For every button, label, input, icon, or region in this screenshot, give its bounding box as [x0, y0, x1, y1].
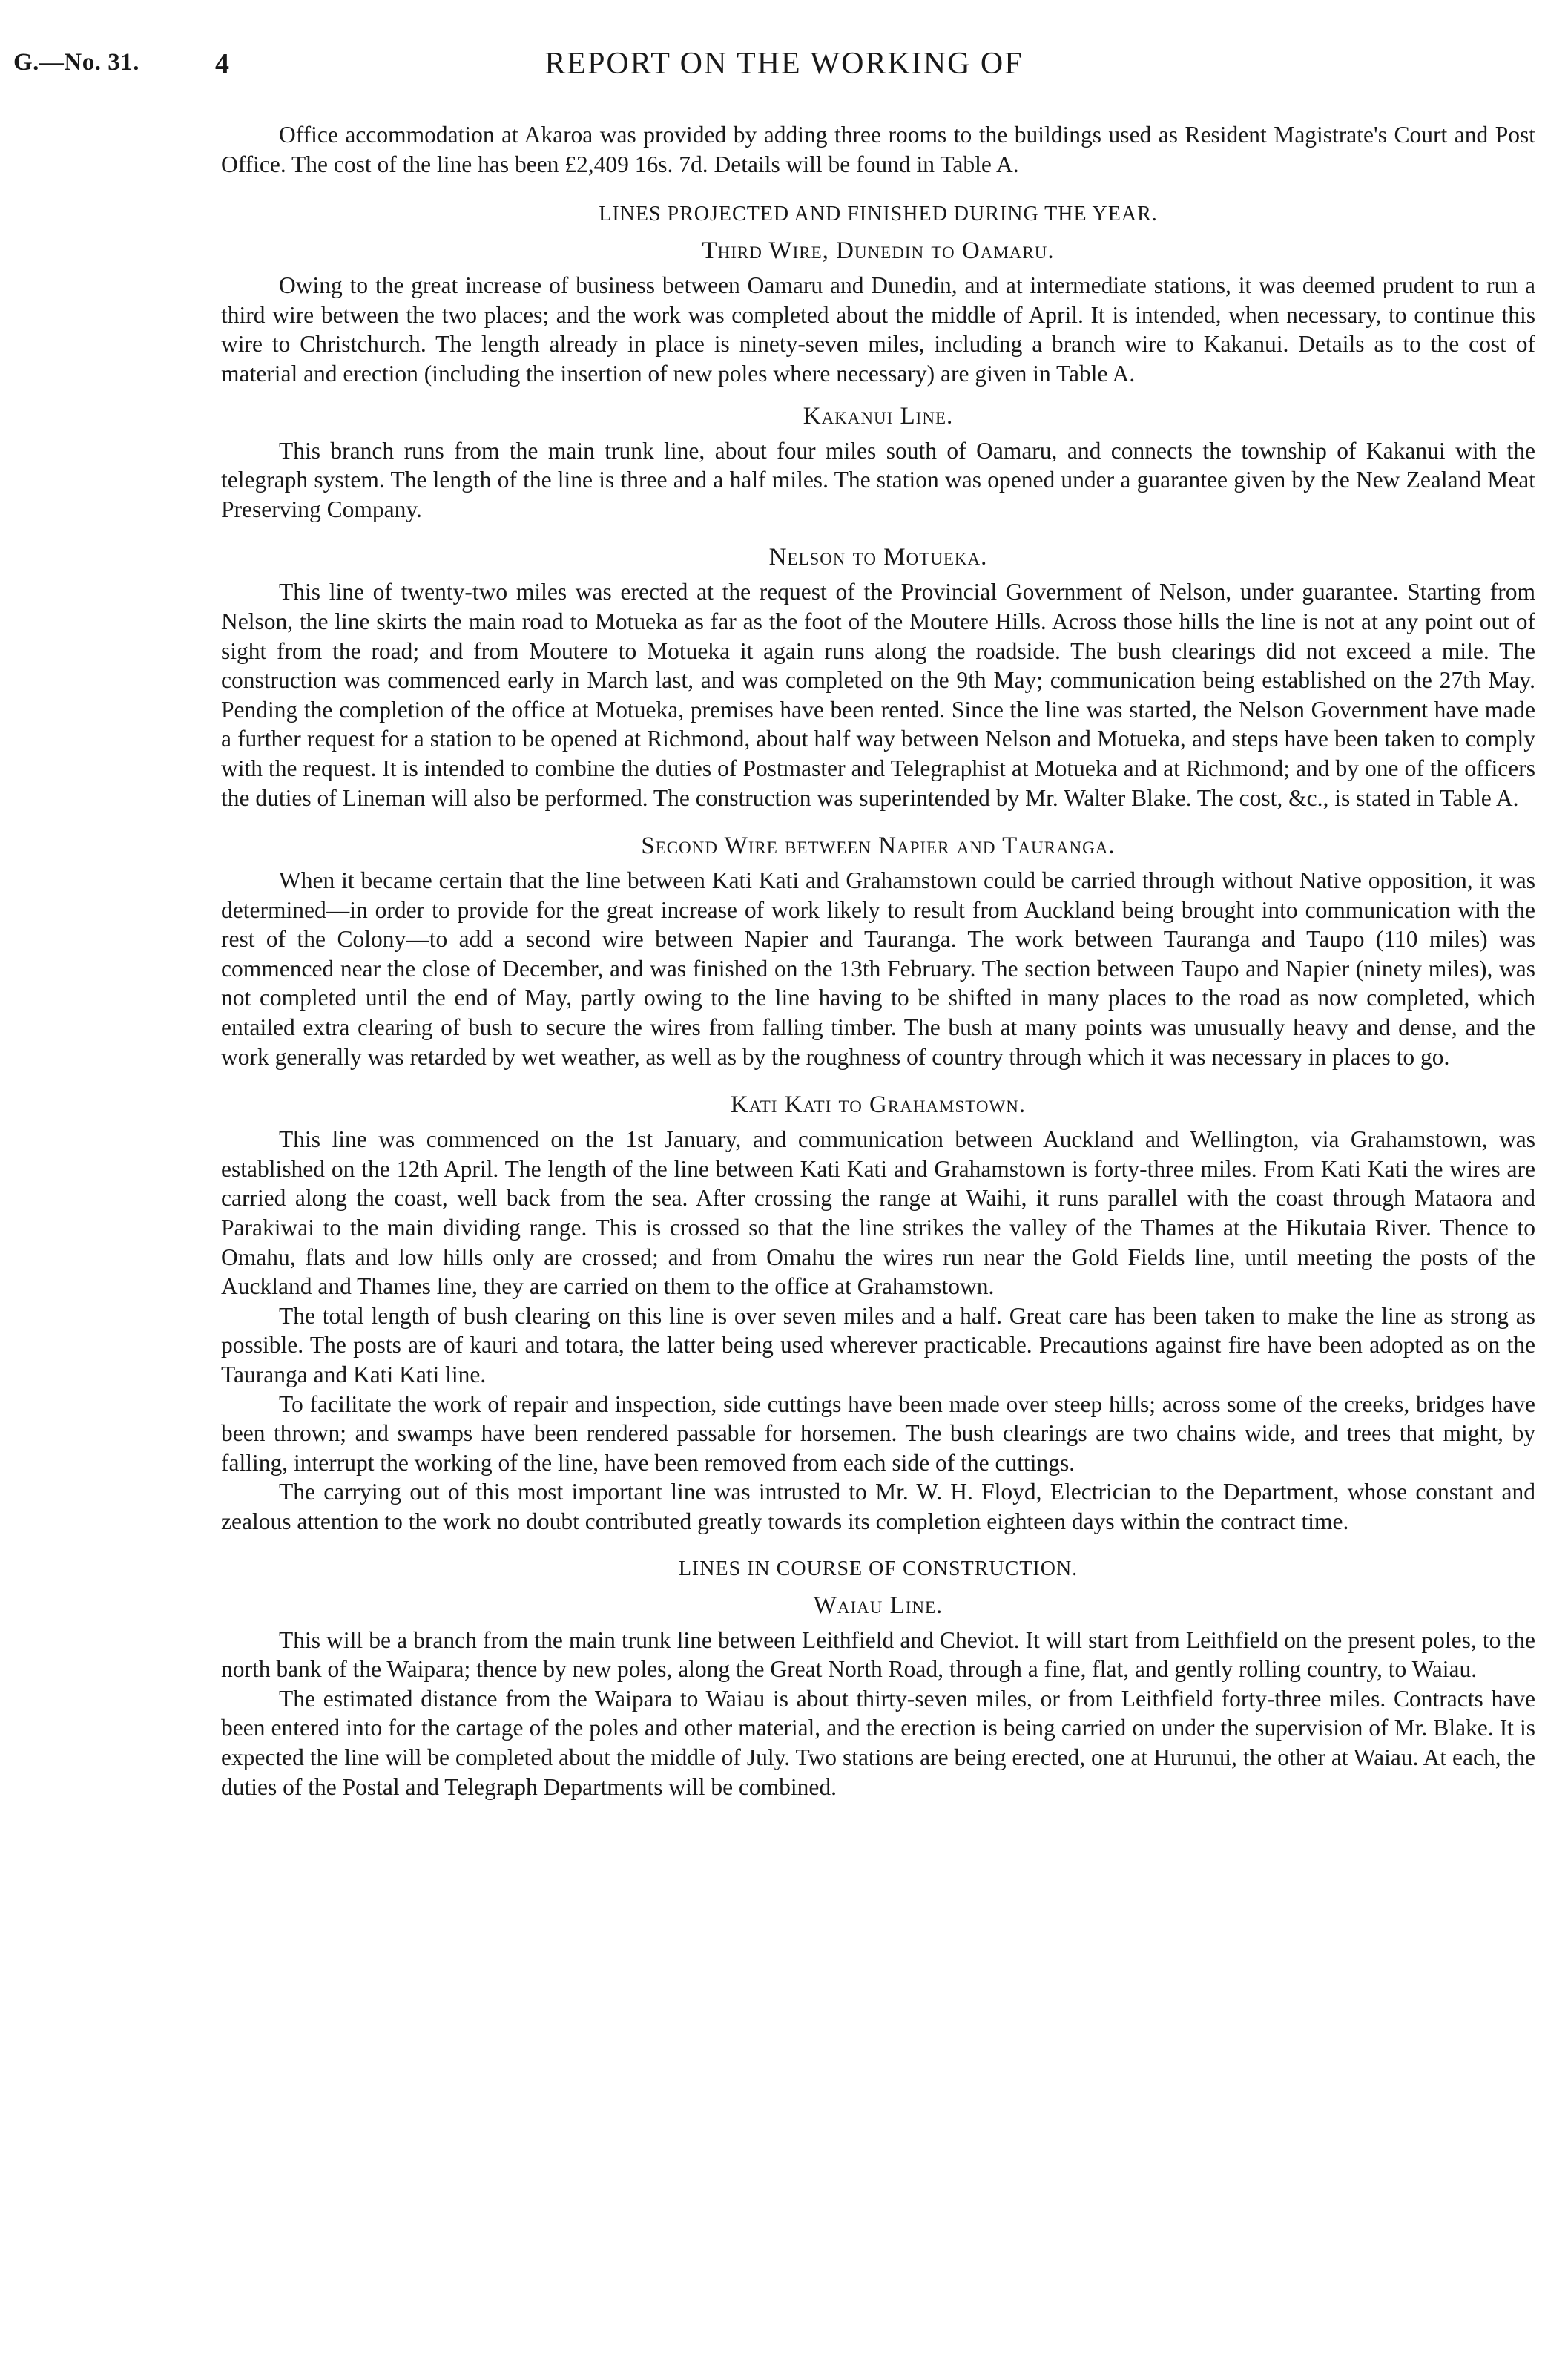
heading-napier-tauranga: Second Wire between Napier and Tauranga. [641, 832, 1116, 860]
third-wire-paragraph: Owing to the great increase of business between Oamaru and Dunedin, and at intermediate stations, it was deemed prudent to run a third wire between the two places; and the work was completed about the middle of April. It is intended, when necessary, to continue this wire to Christchurch. The length already in place is ninety-seven miles, including a branch wire to Kakanui. Details as to the cost of material and erection (including the insertion of new poles where necessary) are given in Table A. [221, 272, 1535, 387]
running-title: REPORT ON THE WORKING OF [544, 47, 1024, 81]
heading-waiau-line: Waiau Line. [813, 1591, 943, 1619]
page-number: 4 [215, 48, 229, 79]
document-code: G.—No. 31. [13, 49, 139, 76]
heading-kati-kati: Kati Kati to Grahamstown. [730, 1091, 1027, 1119]
intro-paragraph: Office accommodation at Akaroa was provided by adding three rooms to the buildings used as Resident Magistrate's Court and Post Office. The cost of the line has been £2,409 16s. 7d. Details will be found in Table A. [221, 122, 1535, 177]
section-title-lines-projected: LINES PROJECTED AND FINISHED DURING THE YEAR. [599, 203, 1158, 226]
page-header [0, 49, 1568, 86]
waiau-paragraph-1: This will be a branch from the main trunk line between Leithfield and Cheviot. It will start from Leithfield on the present poles, to the north bank of the Waipara; thence by new poles, along the Great North Road, through a fine, flat, and gently rolling country, to Waiau. [221, 1626, 1535, 1683]
napier-paragraph: When it became certain that the line between Kati Kati and Grahamstown could be carried through without Native opposition, it was determined—in order to provide for the great increase of work likely to result from Auckland being brought into communication with the rest of the Colony—to add a second wire between Napier and Tauranga. The work between Tauranga and Taupo (110 miles) was commenced near the close of December, and was finished on the 13th February. The section between Taupo and Napier (ninety miles), was not completed until the end of May, partly owing to the line having to be shifted in many places to the road as now completed, which entailed extra clearing of bush to secure the wires from falling timber. The bush at many points was unusually heavy and dense, and the work generally was retarded by wet weather, as well as by the roughness of country through which it was necessary in places to go. [221, 867, 1535, 1070]
kati-kati-paragraph-2: The total length of bush clearing on this line is over seven miles and a half. Great care has been taken to make the line as strong as possible. The posts are of kauri and totara, the latter being used wherever practicable. Precautions against fire have been adopted as on the Tauranga and Kati Kati line. [221, 1302, 1535, 1387]
document-body [221, 120, 1535, 1801]
kati-kati-paragraph-1: This line was commenced on the 1st January, and communication between Auckland and Wellington, via Grahamstown, was established on the 12th April. The length of the line between Kati Kati and Grahamstown is forty-three miles. From Kati Kati the wires are carried along the coast, well back from the sea. After crossing the range at Waihi, it runs parallel with the coast through Mataora and Parakiwai to the main dividing range. This is crossed so that the line strikes the valley of the Thames at the Hikutaia River. Thence to Omahu, flats and low hills only are crossed; and from Omahu the wires run near the Gold Fields line, until meeting the posts of the Auckland and Thames line, they are carried on them to the office at Grahamstown. [221, 1126, 1535, 1300]
kati-kati-paragraph-4: The carrying out of this most important line was intrusted to Mr. W. H. Floyd, Electrician to the Department, whose constant and zealous attention to the work no doubt contributed greatly towards its completion eighteen days within the contract time. [221, 1479, 1535, 1534]
kati-kati-paragraph-3: To facilitate the work of repair and inspection, side cuttings have been made over steep hills; across some of the creeks, bridges have been thrown; and swamps have been rendered passable for horsemen. The bush clearings are two chains wide, and trees that might, by falling, interrupt the working of the line, have been removed from each side of the cuttings. [221, 1390, 1535, 1476]
section-title-lines-construction: LINES IN COURSE OF CONSTRUCTION. [678, 1557, 1078, 1580]
heading-nelson-motueka: Nelson to Motueka. [768, 544, 988, 571]
heading-kakanui-line: Kakanui Line. [803, 402, 954, 430]
waiau-paragraph-2: The estimated distance from the Waipara to Waiau is about thirty-seven miles, or from Leithfield forty-three miles. Contracts have been entered into for the cartage of the poles and other material, and the erection is being carried on under the supervision of Mr. Blake. It is expected the line will be completed about the middle of July. Two stations are being erected, one at Hurunui, the other at Waiau. At each, the duties of the Postal and Telegraph Departments will be combined. [221, 1685, 1535, 1800]
kakanui-paragraph: This branch runs from the main trunk line, about four miles south of Oamaru, and connects the township of Kakanui with the telegraph system. The length of the line is three and a half miles. The station was opened under a guarantee given by the New Zealand Meat Preserving Company. [221, 437, 1535, 522]
heading-third-wire: Third Wire, Dunedin to Oamaru. [702, 237, 1055, 265]
nelson-paragraph: This line of twenty-two miles was erected at the request of the Provincial Government of Nelson, under guarantee. Starting from Nelson, the line skirts the main road to Motueka as far as the foot of the Moutere Hills. Across those hills the line is not at any point out of sight from the road; and from Moutere to Motueka it again runs along the roadside. The bush clearings did not exceed a mile. The construction was commenced early in March last, and was completed on the 9th May; communication being established on the 27th May. Pending the completion of the office at Motueka, premises have been rented. Since the line was started, the Nelson Government have made a further request for a station to be opened at Richmond, about half way between Nelson and Motueka, and steps have been taken to comply with the request. It is intended to combine the duties of Postmaster and Telegraphist at Motueka and at Richmond; and by one of the officers the duties of Lineman will also be performed. The construction was superintended by Mr. Walter Blake. The cost, &c., is stated in Table A. [221, 579, 1535, 811]
